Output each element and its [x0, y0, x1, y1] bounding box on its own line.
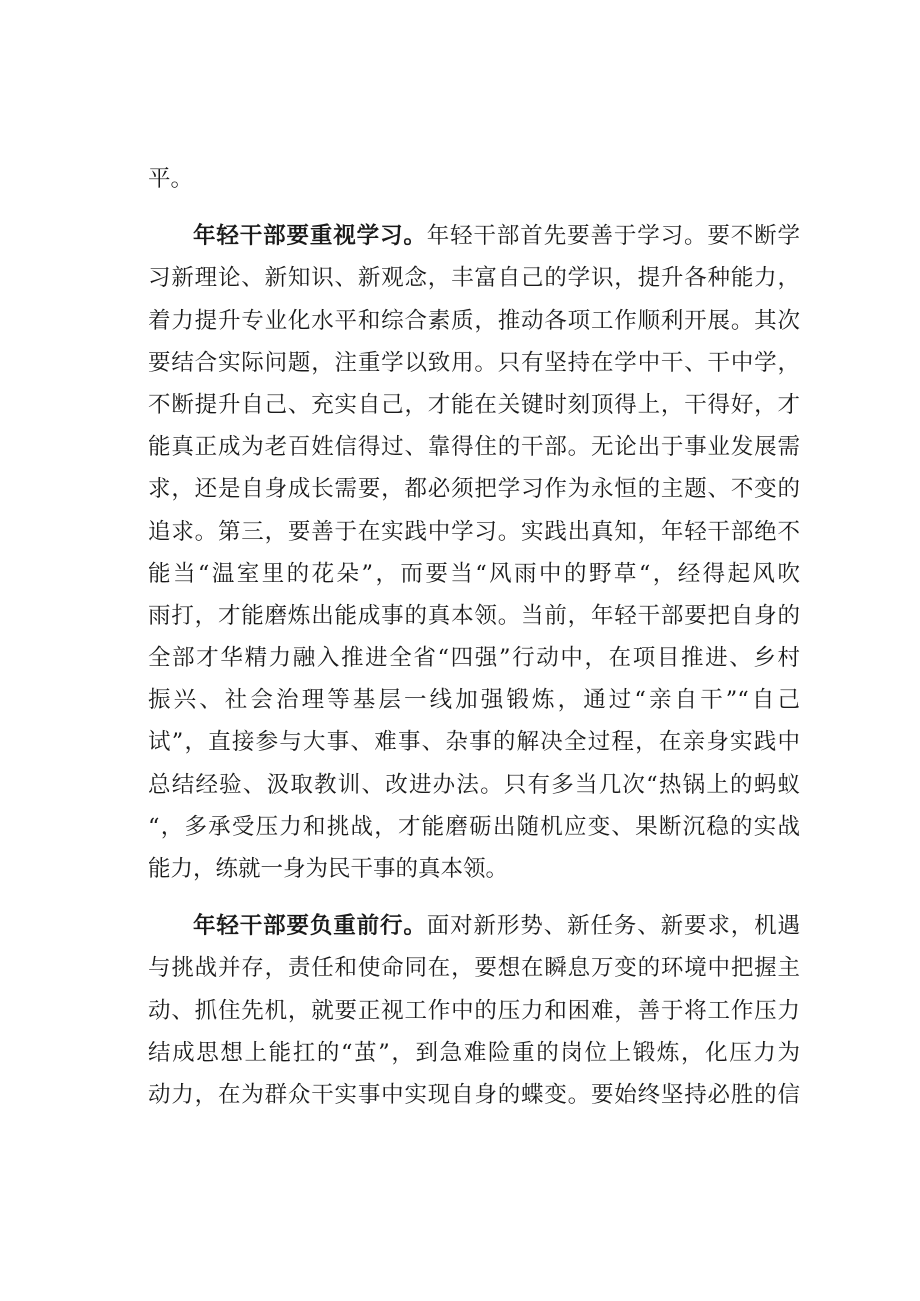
- text-line: 能当“温室里的花朵”，而要当“风雨中的野草“，经得起风吹: [148, 560, 800, 587]
- text-line: 振兴、社会治理等基层一线加强锻炼，通过“亲自干”“自己: [148, 687, 800, 714]
- paragraph-continuation: [148, 158, 800, 200]
- text-line: 总结经验、汲取教训、改进办法。只有多当几次“热锅上的蚂蚁: [148, 771, 800, 798]
- text-line: 雨打，才能磨炼出能成事的真本领。当前，年轻干部要把自身的: [148, 602, 800, 629]
- text-line: 与挑战并存，责任和使命同在，要想在瞬息万变的环境中把握主: [148, 955, 800, 982]
- text-line: 试”，直接参与大事、难事、杂事的解决全过程，在亲身实践中: [148, 729, 800, 756]
- paragraph-responsibility: [148, 905, 800, 1116]
- text-line: 能力，练就一身为民干事的真本领。: [148, 856, 509, 882]
- text-line: 着力提升专业化水平和综合素质，推动各项工作顺利开展。其次: [148, 307, 800, 334]
- text-line: “，多承受压力和挑战，才能磨砺出随机应变、果断沉稳的实战: [148, 813, 800, 840]
- text-line: 能真正成为老百姓信得过、靠得住的干部。无论出于事业发展需: [148, 434, 800, 461]
- text-line: 习新理论、新知识、新观念，丰富自己的学识，提升各种能力，: [148, 265, 800, 292]
- text-line: 动力，在为群众干实事中实现自身的蝶变。要始终坚持必胜的信: [148, 1081, 800, 1108]
- paragraph-heading: 年轻干部要负重前行。: [193, 913, 427, 940]
- paragraph-heading: 年轻干部要重视学习。: [193, 223, 427, 250]
- text-line: 年轻干部要重视学习。年轻干部首先要善于学习。要不断学: [193, 223, 800, 250]
- text-line: 平。: [148, 166, 194, 192]
- text-line: 不断提升自己、充实自己，才能在关键时刻顶得上，干得好，才: [148, 391, 800, 418]
- text-line: 动、抓住先机，就要正视工作中的压力和困难，善于将工作压力: [148, 997, 800, 1024]
- text-line: 求，还是自身成长需要，都必须把学习作为永恒的主题、不变的: [148, 476, 800, 503]
- text-line: 追求。第三，要善于在实践中学习。实践出真知，年轻干部绝不: [148, 518, 800, 545]
- paragraph-study: [148, 215, 800, 890]
- text-line: 要结合实际问题，注重学以致用。只有坚持在学中干、干中学，: [148, 349, 800, 376]
- text-line: 结成思想上能扛的“茧”，到急难险重的岗位上锻炼，化压力为: [148, 1039, 800, 1066]
- document-body: [148, 158, 800, 1116]
- text-line: 全部才华精力融入推进全省“四强”行动中，在项目推进、乡村: [148, 645, 800, 672]
- text-line: 年轻干部要负重前行。面对新形势、新任务、新要求，机遇: [193, 913, 800, 940]
